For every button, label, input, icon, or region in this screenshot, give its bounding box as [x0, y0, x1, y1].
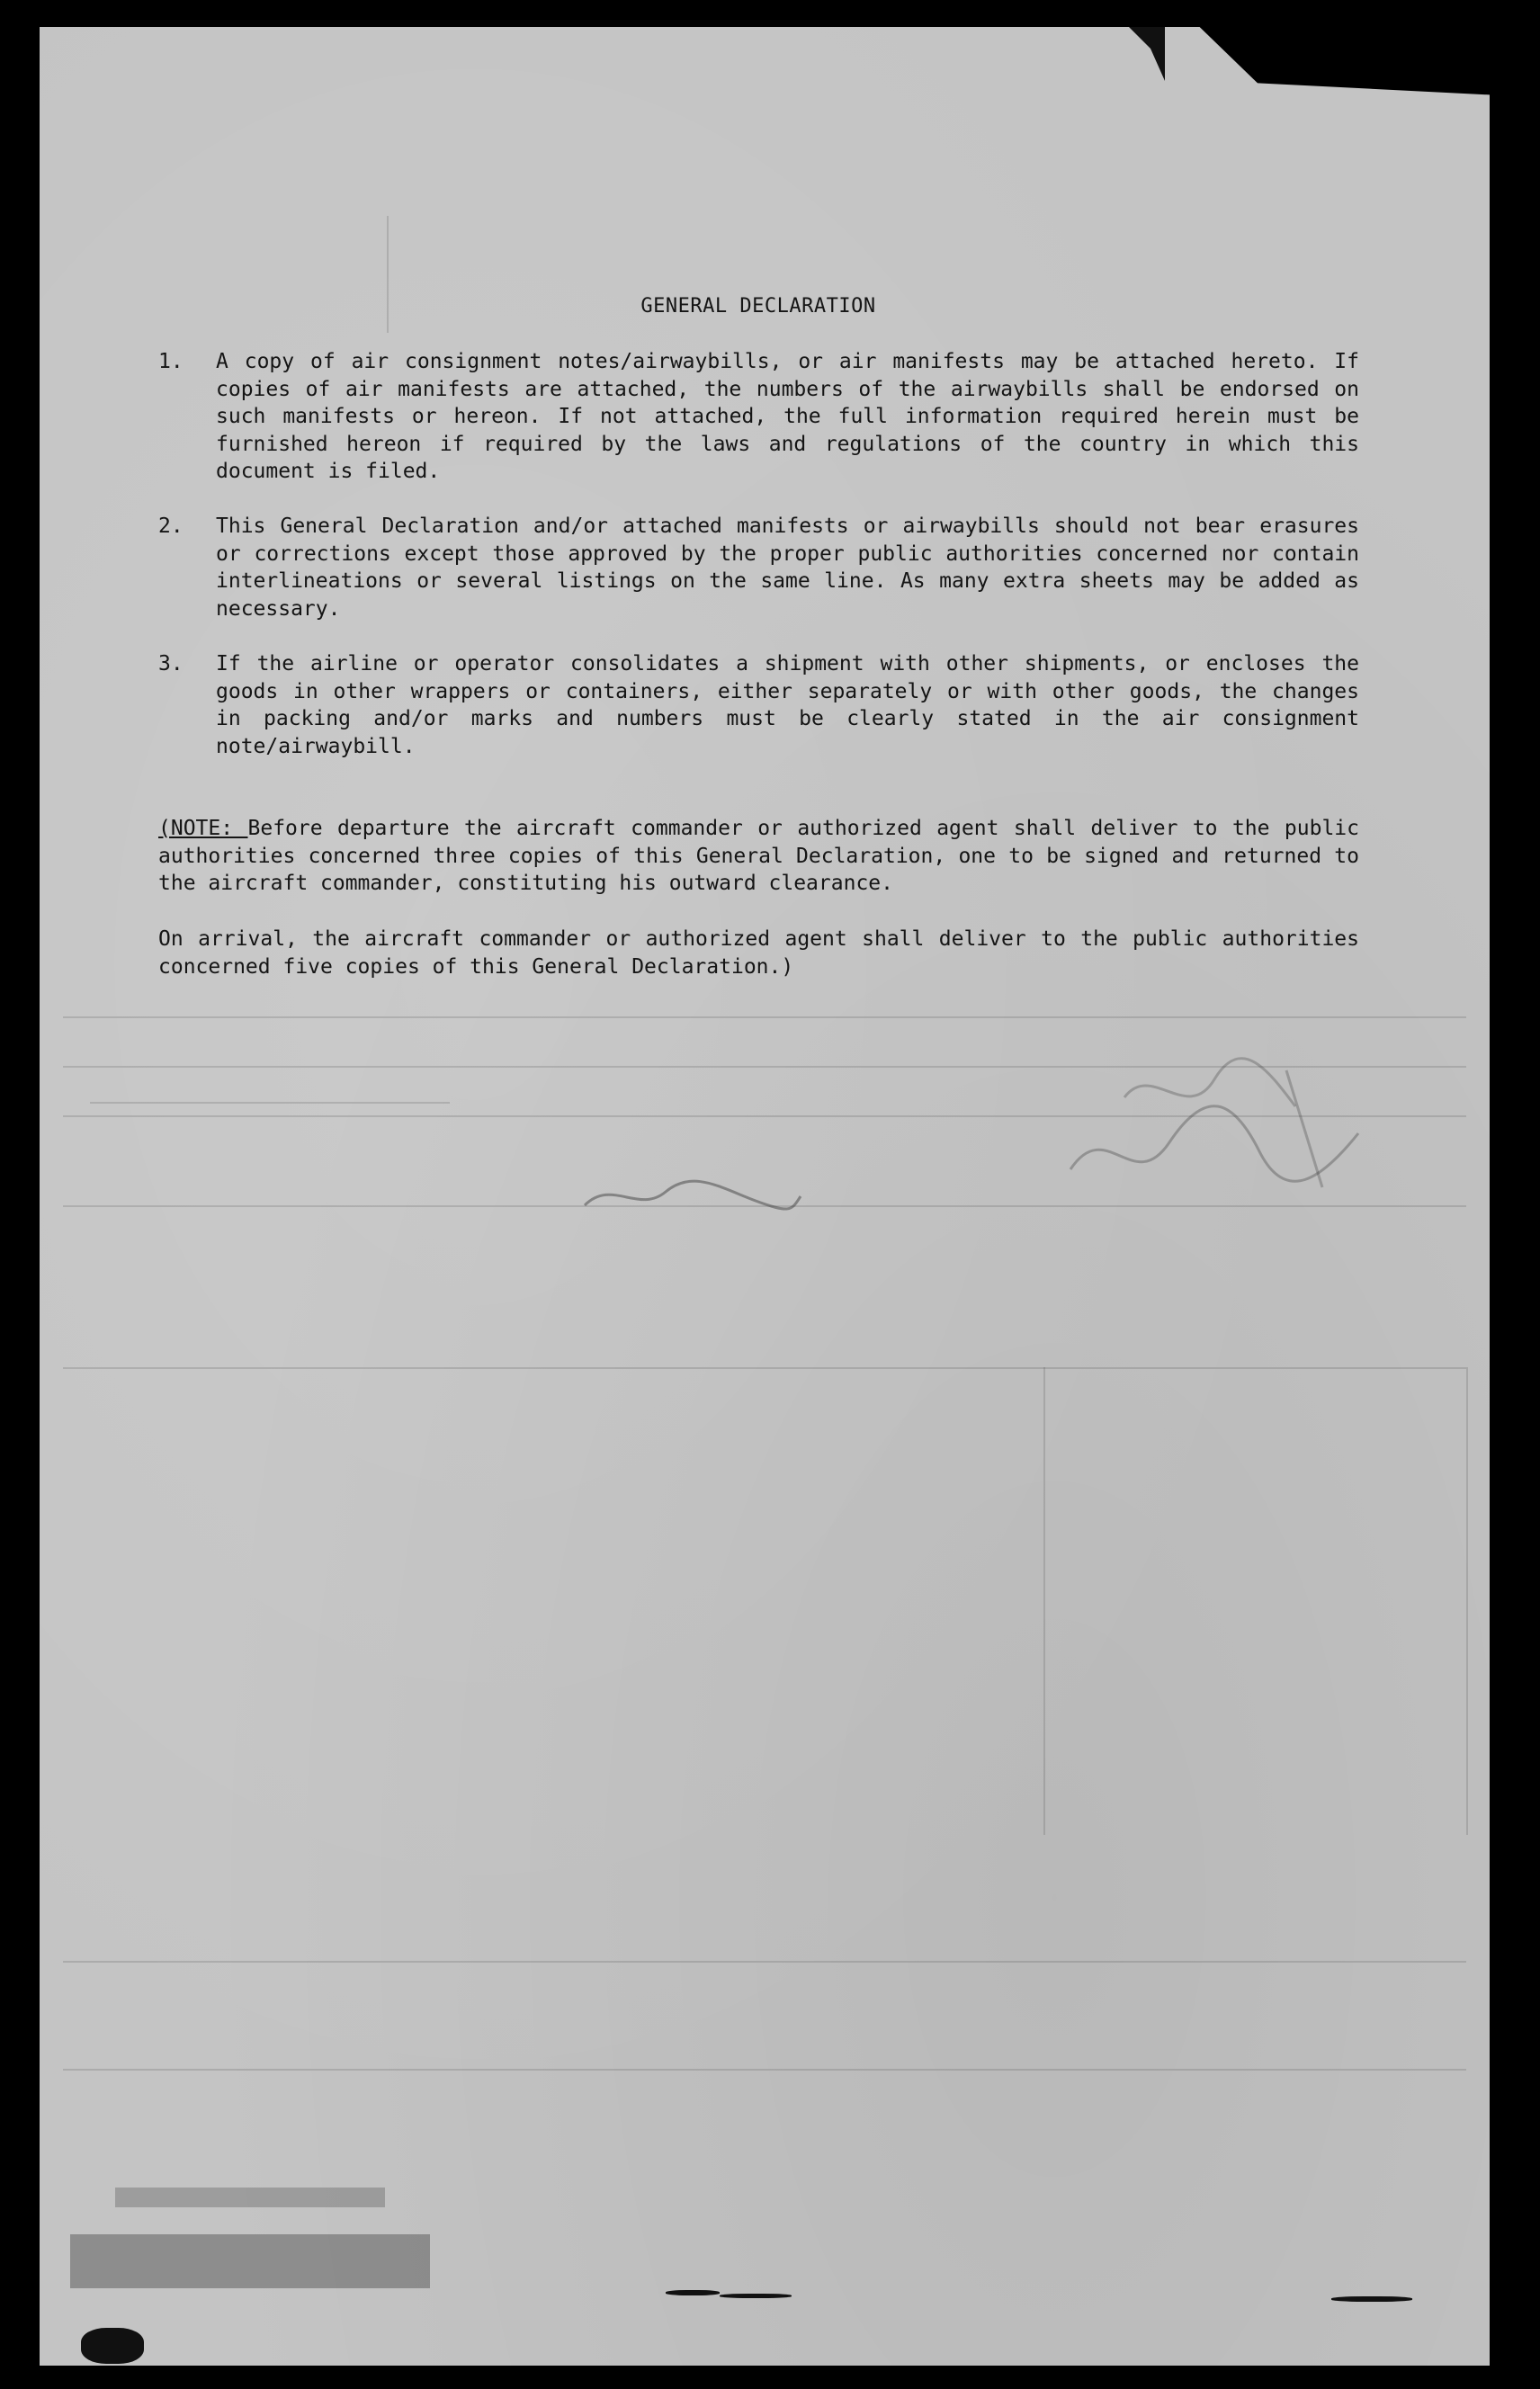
item-number: 2.	[158, 514, 184, 538]
declaration-item	[158, 513, 1359, 622]
declaration-item	[158, 348, 1359, 486]
item-number: 1.	[158, 350, 184, 373]
page-title: GENERAL DECLARATION	[640, 295, 876, 318]
note-text: On arrival, the aircraft commander or authorized agent shall deliver to the public authorities concerned five copies of this General Declaration.)	[158, 927, 1359, 979]
note-paragraph	[158, 926, 1359, 980]
note-paragraph	[158, 815, 1359, 898]
declaration-item	[158, 650, 1359, 760]
item-number: 3.	[158, 652, 184, 676]
note-label: (NOTE:	[158, 817, 248, 840]
item-text: A copy of air consignment notes/airwaybills, or air manifests may be attached hereto. If copies of air manifests are attached, the numbers of the airwaybills shall be endorsed on such manifests or hereon. If not attached, the full information required herein must be furnished hereon if required by the laws and regulations of the country in which this document is filed.	[216, 350, 1359, 483]
note-text: Before departure the aircraft commander or authorized agent shall deliver to the public authorities concerned three copies of this General Declaration, one to be signed and returned to the aircraft commander, constituting his outward clearance.	[158, 817, 1359, 895]
item-text: If the airline or operator consolidates a shipment with other shipments, or encloses the goods in other wrappers or containers, either separately or with other goods, the changes in packing and/or marks and numbers must be clearly stated in the air consignment note/airwaybill.	[216, 652, 1359, 758]
item-text: This General Declaration and/or attached manifests or airwaybills should not bear erasures or corrections except those approved by the proper public authorities concerned nor contain interlineations or several listings on the same line. As many extra sheets may be added as necessary.	[216, 514, 1359, 621]
